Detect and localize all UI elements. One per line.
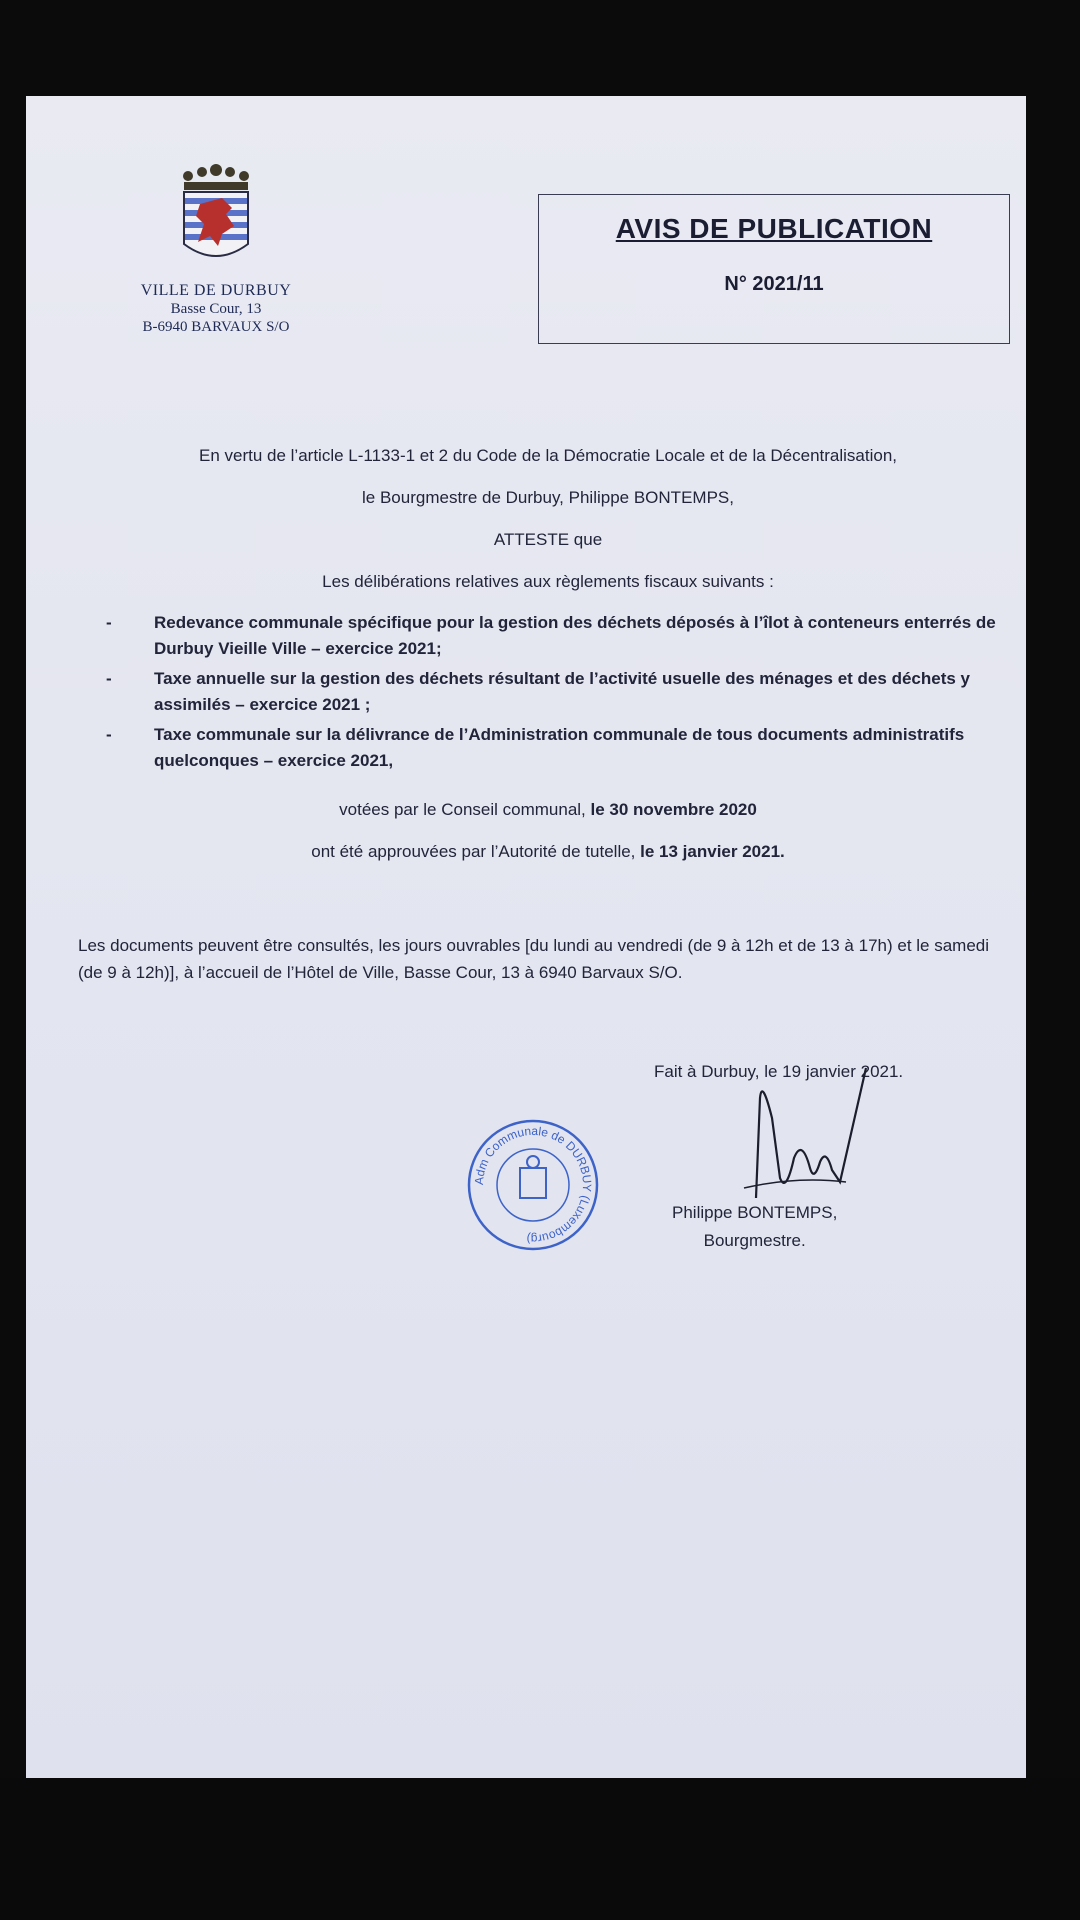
document-body [78,446,1018,1003]
avis-box [538,194,1010,344]
deliberations-text: Les délibérations relatives aux règlements fiscaux suivants : [322,572,774,591]
display-screen [26,96,1026,1778]
approved-date: le 13 janvier 2021. [640,842,785,861]
avis-number: N° 2021/11 [724,273,824,295]
avis-title: AVIS DE PUBLICATION [615,213,933,244]
legal-basis-text: En vertu de l’article L-1133-1 et 2 du Code de la Démocratie Locale et de la Décentralisation, [198,446,898,465]
coat-of-arms-icon [174,164,258,274]
approved-line [78,842,1018,862]
official-stamp-icon [466,1118,600,1252]
regulation-list [78,610,1018,774]
letterhead-city: VILLE DE DURBUY [140,282,292,299]
signatory-name: Philippe BONTEMPS, [672,1203,838,1222]
place-date: Fait à Durbuy, le 19 janvier 2021. [654,1062,904,1081]
svg-text:Adm Communale de DURBUY (Luxem [472,1124,594,1246]
approved-prefix: ont été approuvées par l’Autorité de tutelle, [311,842,636,861]
stamp-text: Adm Communale de DURBUY (Luxembourg) [471,1123,595,1247]
document-page [26,96,1026,1756]
consultation-text: Les documents peuvent être consultés, les jours ouvrables [du lundi au vendredi (de 9 à 12h et de 13 à 17h) et le samedi (de 9 à 12h)], à l’accueil de l’Hôtel de Ville, Basse Cour, 13 à 6940 Barvaux S/O. [78,936,990,982]
letterhead-address-line2: B-6940 BARVAUX S/O [142,319,290,335]
mayor-line: le Bourgmestre de Durbuy, Philippe BONTEMPS, [362,488,734,507]
signatory [672,1199,837,1255]
list-item: - Taxe communale sur la délivrance de l’Administration communale de tous documents administratifs quelconques – exercice 2021, [128,722,1018,774]
voted-prefix: votées par le Conseil communal, [339,800,586,819]
handwritten-signature-icon [716,1058,896,1208]
voted-line [78,800,1018,820]
list-item: - Taxe annuelle sur la gestion des déchets résultant de l’activité usuelle des ménages et des déchets y assimilés – exercice 2021 ; [128,666,1018,718]
signatory-role: Bourgmestre. [703,1231,806,1250]
list-item: - Redevance communale spécifique pour la gestion des déchets déposés à l’îlot à conteneurs enterrés de Durbuy Vieille Ville – exercice 2021; [128,610,1018,662]
voted-date: le 30 novembre 2020 [590,800,757,819]
monitor-bezel [0,1778,1080,1920]
letterhead-address-line1: Basse Cour, 13 [170,301,262,317]
atteste-text: ATTESTE que [493,530,603,549]
letterhead [116,164,316,336]
